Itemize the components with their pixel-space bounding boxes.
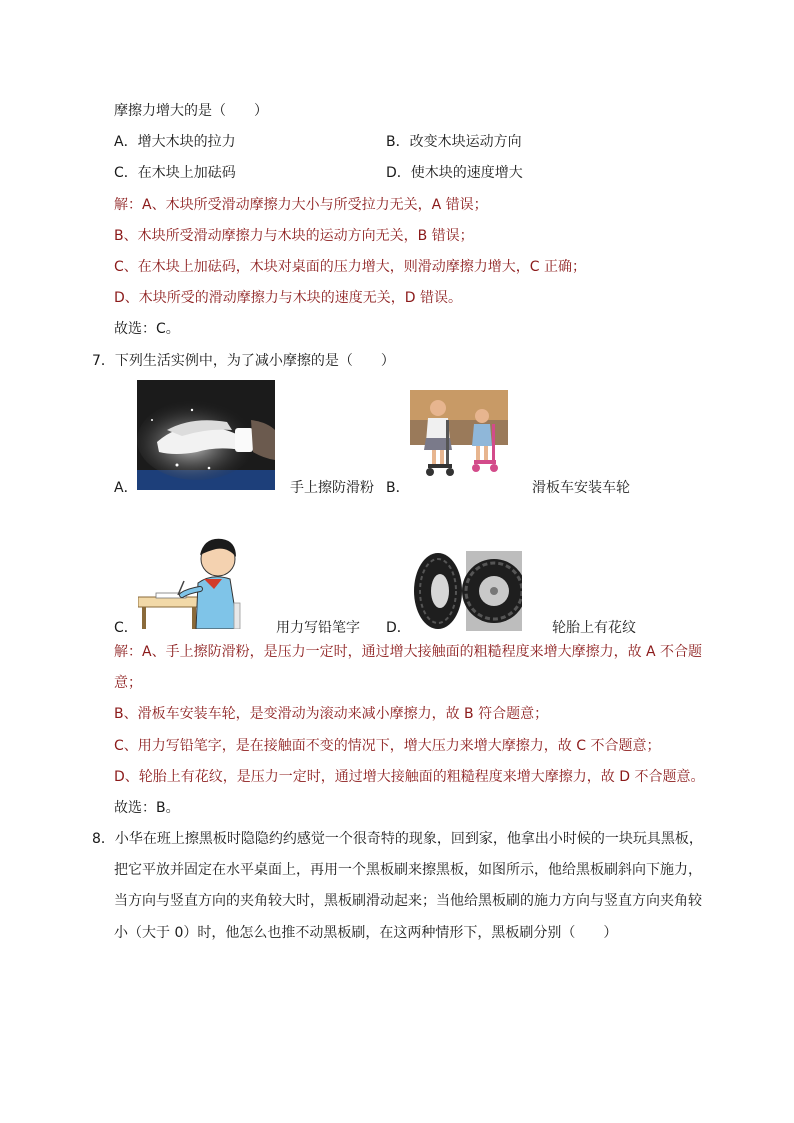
q8-line-4: 小（大于 0）时，他怎么也推不动黑板刷，在这两种情形下，黑板刷分别（ ） (114, 925, 618, 941)
q7-option-c-letter[interactable]: C． (114, 620, 138, 636)
q6-stem-tail: 摩擦力增大的是（ ） (114, 103, 268, 119)
q7-option-a-letter[interactable]: A． (114, 480, 138, 496)
q7-answer: 故选：B。 (114, 800, 180, 816)
q7-option-c-text: 用力写铅笔字 (276, 620, 360, 636)
boy-writing-image (138, 533, 244, 629)
q8-line-2: 把它平放并固定在水平桌面上，再用一个黑板刷来擦黑板，如图所示，他给黑板刷斜向下施力， (114, 862, 702, 878)
q8-line-3: 当方向与竖直方向的夹角较大时，黑板刷滑动起来；当他给黑板刷的施力方向与竖直方向夹角较 (114, 893, 702, 909)
q6-solution-line-2: B、木块所受滑动摩擦力与木块的运动方向无关，B 错误； (114, 228, 474, 244)
q7-solution-line-4: C、用力写铅笔字，是在接触面不变的情况下，增大压力来增大摩擦力，故 C 不合题意； (114, 738, 661, 754)
q7-option-d-letter[interactable]: D． (386, 620, 411, 636)
q6-solution-line-3: C、在木块上加砝码，木块对桌面的压力增大，则滑动摩擦力增大，C 正确； (114, 259, 586, 275)
q6-option-d[interactable]: D．使木块的速度增大 (386, 165, 523, 181)
q7-option-a-text: 手上擦防滑粉 (290, 480, 374, 496)
q6-solution-line-1: 解：A、木块所受滑动摩擦力大小与所受拉力无关，A 错误； (114, 197, 488, 213)
scooter-kids-image (410, 390, 508, 488)
q7-option-b-letter[interactable]: B． (386, 480, 410, 496)
q8-line-1: 8．小华在班上擦黑板时隐隐约约感觉一个很奇特的现象，回到家，他拿出小时候的一块玩具黑板， (92, 831, 703, 847)
q6-answer: 故选：C。 (114, 321, 180, 337)
q6-option-a[interactable]: A．增大木块的拉力 (114, 134, 236, 150)
q6-solution-line-4: D、木块所受的滑动摩擦力与木块的速度无关，D 错误。 (114, 290, 463, 306)
q6-option-c[interactable]: C．在木块上加砝码 (114, 165, 236, 181)
q7-solution-line-1: 解：A、手上擦防滑粉，是压力一定时，通过增大接触面的粗糙程度来增大摩擦力，故 A 不合题 (114, 644, 703, 660)
chalk-hands-image (137, 380, 275, 490)
q7-option-b-text: 滑板车安装车轮 (532, 480, 630, 496)
tires-image (412, 551, 522, 631)
q7-solution-line-2: 意； (114, 675, 142, 691)
q6-option-b[interactable]: B．改变木块运动方向 (386, 134, 522, 150)
q7-solution-line-5: D、轮胎上有花纹，是压力一定时，通过增大接触面的粗糙程度来增大摩擦力，故 D 不合题意。 (114, 769, 705, 785)
q7-option-d-text: 轮胎上有花纹 (552, 620, 636, 636)
q7-stem: 7．下列生活实例中，为了减小摩擦的是（ ） (92, 353, 395, 369)
q7-solution-line-3: B、滑板车安装车轮，是变滑动为滚动来减小摩擦力，故 B 符合题意； (114, 706, 549, 722)
